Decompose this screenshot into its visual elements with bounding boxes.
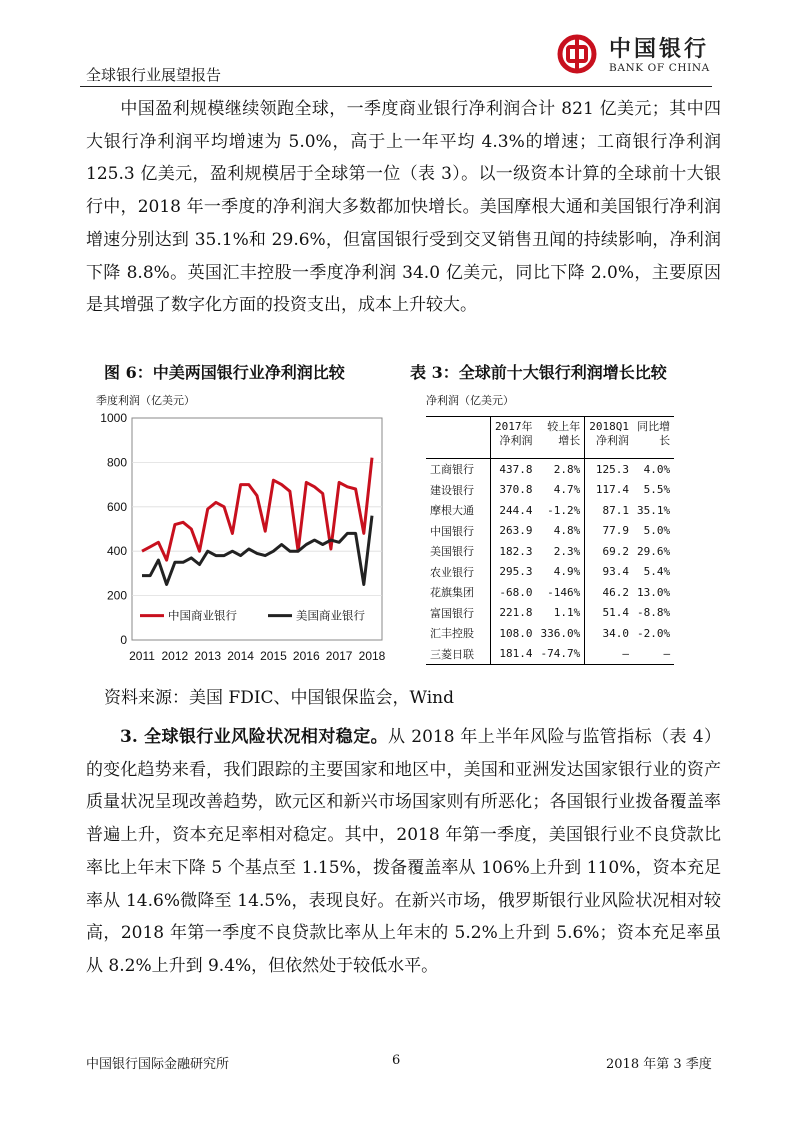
- table-value-cell: 34.0: [585, 623, 633, 644]
- data-source-note: 资料来源：美国 FDIC、中国银保监会，Wind: [104, 688, 454, 708]
- table-value-cell: 221.8: [491, 603, 537, 624]
- table-header-cell: 2017年 净利润: [491, 417, 537, 459]
- table-row: [426, 480, 674, 501]
- table-header-cell: 2018Q1 净利润: [585, 417, 633, 459]
- table-value-cell: 13.0%: [637, 585, 671, 599]
- bank-name-cell: 富国银行: [430, 606, 474, 620]
- table-header-cell: 同比增 长: [633, 417, 674, 459]
- table-value-cell: 370.8: [491, 480, 537, 501]
- table-value-cell: 35.1%: [637, 503, 671, 517]
- table-value-cell: 5.0%: [643, 524, 671, 538]
- table-value-cell: 336.0%: [540, 626, 581, 640]
- header-divider: [80, 86, 712, 87]
- bank-name-cell: 汇丰控股: [430, 627, 474, 641]
- table-value-cell: 69.2: [585, 541, 633, 562]
- table-row: [426, 500, 674, 521]
- table-value-cell: 87.1: [585, 500, 633, 521]
- plot-frame: [132, 418, 382, 640]
- table-value-cell: 4.9%: [553, 565, 581, 579]
- table-value-cell: 125.3: [585, 459, 633, 480]
- x-tick-label: 2018: [358, 649, 386, 663]
- table-value-cell: 295.3: [491, 562, 537, 583]
- table-value-cell: 2.3%: [553, 544, 581, 558]
- page-number: 6: [392, 1053, 401, 1068]
- bank-name-cell: 摩根大通: [430, 504, 474, 518]
- x-tick-label: 2017: [325, 649, 353, 663]
- bank-name-cell: 工商银行: [430, 463, 474, 477]
- table-value-cell: 263.9: [491, 521, 537, 542]
- table-row: [426, 541, 674, 562]
- table-value-cell: -68.0: [491, 582, 537, 603]
- table-value-cell: 437.8: [491, 459, 537, 480]
- y-tick-label: 200: [106, 588, 127, 603]
- table-value-cell: 77.9: [585, 521, 633, 542]
- x-tick-label: 2014: [227, 649, 254, 663]
- table-row: [426, 521, 674, 542]
- bank-name-cell: 三菱日联: [426, 644, 491, 665]
- paragraph-china-profit: [86, 93, 721, 322]
- y-tick-label: 1000: [100, 411, 127, 425]
- table-header-cell: 较上年 增长: [537, 417, 585, 459]
- x-tick-label: 2013: [194, 649, 222, 663]
- table-header-row: [426, 417, 674, 459]
- report-title: 全球银行业展望报告: [86, 66, 222, 84]
- table-value-cell: 244.4: [491, 500, 537, 521]
- top10-banks-table: [426, 416, 674, 665]
- paragraph-text: 从 2018 年上半年风险与监管指标（表 4）的变化趋势来看，我们跟踪的主要国家和地区中，美国和亚洲发达国家银行业的资产质量状况呈现改善趋势，欧元区和新兴市场国家则有所恶化；各国银行业拨备覆盖率普遍上升，资本充足率相对稳定。其中，2018 年第一季度，美国银行业不良贷款比率比上年末下降 5 个基点至 1.15%，拨备覆盖率从 106%上升到 110%，资本充足率从 14.6%微降至 14.5%，表现良好。在新兴市场，俄罗斯银行业风险状况相对较高，2018 年第一季度不良贷款比率从上年末的 5.2%上升到 5.6%；资本充足率虽从 8.2%上升到 9.4%，但依然处于较低水平。: [86, 727, 721, 976]
- series-line-china: [142, 458, 372, 560]
- chart-y-axis-label: 季度利润（亿美元）: [96, 394, 195, 407]
- bank-name-cell: 中国银行: [430, 524, 474, 538]
- bank-of-china-emblem-icon: [557, 34, 597, 74]
- table-value-cell: -74.7%: [537, 644, 585, 665]
- paragraph-risk-status: [86, 721, 721, 983]
- table-value-cell: 181.4: [491, 644, 537, 665]
- legend-label: 美国商业银行: [296, 608, 365, 623]
- legend-label: 中国商业银行: [168, 608, 237, 623]
- table-row: [426, 603, 674, 624]
- paragraph-text: 中国盈利规模继续领跑全球，一季度商业银行净利润合计 821 亿美元；其中四大银行净利润平均增速为 5.0%，高于上一年平均 4.3%的增速；工商银行净利润 125.3 亿美元，盈利规模居于全球第一位（表 3）。以一级资本计算的全球前十大银行中，2018 年一季度的净利润大多数都加快增长。美国摩根大通和美国银行净利润增速分别达到 35.1%和 29.6%，但富国银行受到交叉销售丑闻的持续影响，净利润下降 8.8%。英国汇丰控股一季度净利润 34.0 亿美元，同比下降 2.0%，主要原因是其增强了数字化方面的投资支出，成本上升较大。: [86, 99, 721, 316]
- table-value-cell: 182.3: [491, 541, 537, 562]
- table-value-cell: —: [633, 644, 674, 665]
- table-value-cell: 5.4%: [643, 565, 671, 579]
- y-tick-label: 800: [106, 455, 127, 470]
- table-value-cell: 108.0: [491, 623, 537, 644]
- x-tick-label: 2012: [161, 649, 189, 663]
- table-value-cell: -1.2%: [547, 503, 581, 517]
- y-tick-label: 600: [106, 499, 127, 514]
- bank-logo: [557, 30, 717, 80]
- table-value-cell: 117.4: [585, 480, 633, 501]
- table-value-cell: 4.0%: [643, 462, 671, 476]
- table-value-cell: —: [585, 644, 633, 665]
- table-header-cell: [426, 417, 491, 459]
- table-value-cell: 51.4: [585, 603, 633, 624]
- y-tick-label: 400: [106, 544, 127, 559]
- x-tick-label: 2011: [129, 649, 155, 663]
- table-row: [426, 459, 674, 480]
- table-value-cell: 5.5%: [643, 483, 671, 497]
- bank-name-cell: 建设银行: [430, 483, 474, 497]
- table-row: [426, 644, 674, 665]
- section-heading: 3. 全球银行业风险状况相对稳定。: [120, 727, 389, 747]
- bank-name-cell: 花旗集团: [430, 586, 474, 600]
- table-value-cell: 4.7%: [553, 483, 581, 497]
- logo-english-text: BANK OF CHINA: [609, 62, 710, 74]
- series-line-usa: [142, 516, 372, 585]
- table-caption: 表 3：全球前十大银行利润增长比较: [410, 363, 667, 382]
- logo-chinese-text: 中国银行: [609, 36, 710, 62]
- table-value-cell: -2.0%: [637, 626, 671, 640]
- table-value-cell: -8.8%: [637, 606, 671, 620]
- footer-period: 2018 年第 3 季度: [606, 1057, 712, 1072]
- figure-caption: 图 6：中美两国银行业净利润比较: [104, 363, 345, 382]
- table-row: [426, 582, 674, 603]
- net-profit-line-chart: [86, 400, 391, 670]
- x-tick-label: 2015: [260, 649, 287, 663]
- bank-name-cell: 美国银行: [430, 545, 474, 559]
- table-row: [426, 562, 674, 583]
- table-value-cell: 29.6%: [637, 544, 671, 558]
- table-value-cell: 93.4: [585, 562, 633, 583]
- table-value-cell: 4.8%: [553, 524, 581, 538]
- bank-name-cell: 农业银行: [430, 565, 474, 579]
- table-row: [426, 623, 674, 644]
- table-value-cell: -146%: [547, 585, 581, 599]
- x-tick-label: 2016: [292, 649, 320, 663]
- table-value-cell: 2.8%: [553, 462, 581, 476]
- table-value-cell: 1.1%: [553, 606, 581, 620]
- table-value-cell: 46.2: [585, 582, 633, 603]
- table-unit-label: 净利润（亿美元）: [426, 394, 514, 407]
- y-tick-label: 0: [120, 633, 127, 647]
- footer-institute: 中国银行国际金融研究所: [86, 1057, 230, 1072]
